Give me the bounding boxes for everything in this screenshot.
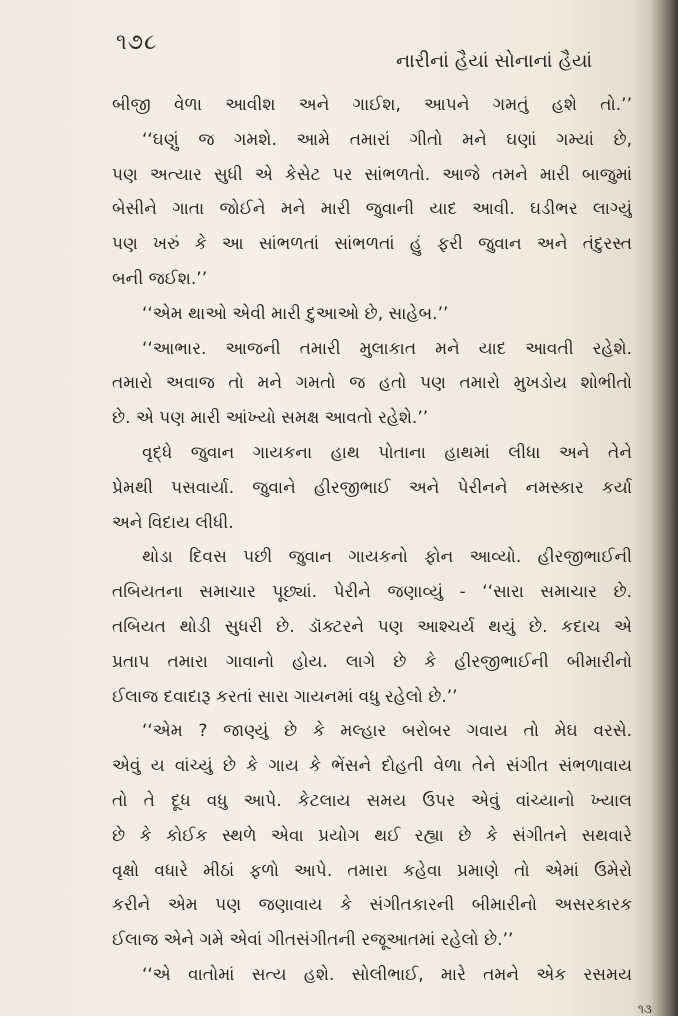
text-line: પ્રેમથી પસવાર્યા. જુવાને હીરજીભાઈ અને પેરીનને નમસ્કાર કર્યા	[112, 477, 632, 498]
text-line: થોડા દિવસ પછી જુવાન ગાયકનો ફોન આવ્યો. હીરજીભાઈની	[142, 547, 632, 568]
text-line: પણ ખરું કે આ સાંભળતાં સાંભળતાં હું ફરી જુવાન અને તંદુરસ્ત	[112, 234, 632, 255]
text-line: બીજી વેળા આવીશ અને ગાઈશ, આપને ગમતું હશે તો.’’	[112, 95, 632, 115]
running-head-title: નારીનાં હૈયાં સોનાનાં હૈયાં	[396, 50, 593, 72]
text-line: છે. એ પણ મારી આંખ્યો સમક્ષ આવતો રહેશે.’’	[112, 408, 429, 429]
text-line: કરીને એમ પણ જણાવાય કે સંગીતકારની બીમારીનો અસરકારક	[112, 895, 632, 916]
text-line: તો તે દૂધ વધુ આપે. કેટલાય સમય ઉપર એવું વાંચ્યાનો ખ્યાલ	[112, 790, 632, 811]
text-line: તમારો અવાજ તો મને ગમતો જ હતો પણ તમારો મુખડોય શોભીતો	[112, 373, 632, 394]
text-line: પ્રતાપ તમારા ગાવાનો હોય. લાગે છે કે હીરજીભાઈની બીમારીનો	[112, 651, 632, 672]
text-line: ‘‘એ વાતોમાં સત્ય હશે. સોલીભાઈ, મારે તમને એક રસમય	[142, 964, 632, 985]
book-gutter-edge	[652, 0, 678, 1016]
text-line: છે કે કોઈક સ્થળે એવા પ્રયોગ થઈ રહ્યા છે કે સંગીતને સથવારે	[112, 825, 632, 846]
text-line: વૃદ્ધે જુવાન ગાયકના હાથ પોતાના હાથમાં લીધા અને તેને	[142, 442, 632, 463]
text-line: તબિયતના સમાચાર પૂછ્યાં. પેરીને જણાવ્યું - ‘‘સારા સમાચાર છે.	[112, 582, 632, 603]
text-line: એવું ય વાંચ્યું છે કે ગાય કે ભેંસને દોહતી વેળા તેને સંગીત સંભળાવાય	[112, 756, 632, 777]
text-line: વૃક્ષો વધારે મીઠાં ફળો આપે. તમારા કહેવા પ્રમાણે તો એમાં ઉમેરો	[112, 860, 632, 881]
corner-page-mark: ૧૩	[638, 1002, 652, 1016]
text-line: બની જઈશ.’’	[112, 268, 208, 289]
text-line: ઈલાજ દવાદારૂ કરતાં સારા ગાયનમાં વધુ રહેલો છે.’’	[112, 686, 458, 707]
text-line: પણ અત્યાર સુધી એ કેસેટ પર સાંભળતો. આજે તમને મારી બાજુમાં	[112, 164, 632, 185]
text-line: અને વિદાય લીધી.	[112, 512, 234, 533]
text-line: તબિયત થોડી સુધરી છે. ડૉક્ટરને પણ આશ્ચર્ય થયું છે. કદાચ એ	[112, 616, 632, 637]
text-line: ‘‘એમ થાઓ એવી મારી દુઆઓ છે, સાહેબ.’’	[142, 303, 449, 324]
body-text	[112, 88, 632, 993]
text-line: બેસીને ગાતા જોઈને મને મારી જુવાની યાદ આવી. ઘડીભર લાગ્યું	[112, 199, 632, 220]
text-line: ઈલાજ એને ગમે એવાં ગીતસંગીતની રજૂઆતમાં રહેલો છે.’’	[112, 930, 514, 951]
text-line: ‘‘આભાર. આજની તમારી મુલાકાત મને યાદ આવતી રહેશે.	[142, 338, 632, 359]
text-line: ‘‘એમ ? જાણ્યું છે કે મલ્હાર બરોબર ગવાય તો મેઘ વરસે.	[142, 721, 632, 742]
page-number: ૧૭૮	[116, 30, 158, 55]
text-line: ‘‘ઘણું જ ગમશે. આમે તમારાં ગીતો મને ઘણાં ગમ્યાં છે,	[142, 129, 632, 150]
